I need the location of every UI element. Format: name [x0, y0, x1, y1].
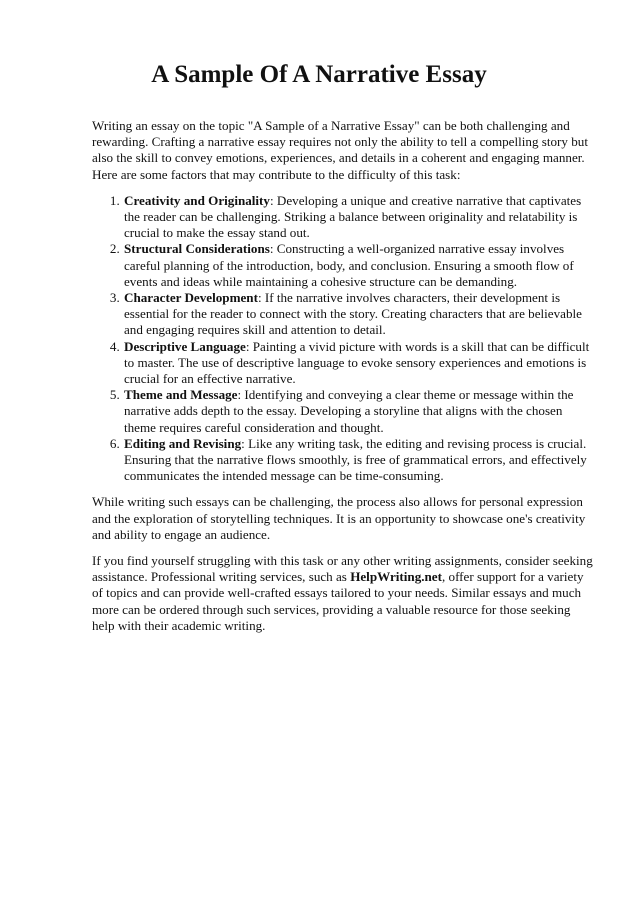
- factor-text: : Constructing a well-organized narrative essay involves careful planning of the introduction, body, and conclusion. Ensuring a smooth flow of events and ideas while maintaining a cohesive structure can be demanding.: [124, 241, 574, 289]
- closing-paragraph: While writing such essays can be challenging, the process also allows for personal expression and the exploration of storytelling techniques. It is an opportunity to showcase one's creativity and ability to engage an audience.: [92, 494, 586, 542]
- document-body: [92, 118, 596, 644]
- factor-term: Creativity and Originality: [124, 192, 270, 208]
- factor-text: : If the narrative involves characters, their development is essential for the reader to connect with the story. Creating characters that are believable and engaging requires skill and attention to detail.: [124, 290, 582, 338]
- assistance-text-after: , offer support for a variety of topics and can provide well-crafted essays tailored to your needs. Similar essays and much more can be ordered through such services, providing a valuable resource for those seeking help with their academic writing.: [92, 569, 584, 633]
- factor-term: Descriptive Language: [124, 338, 246, 354]
- assistance-text-before: If you find yourself struggling with this task or any other writing assignments, consider seeking assistance. Professional writing services, such as: [92, 553, 593, 585]
- factor-text: : Like any writing task, the editing and revising process is crucial. Ensuring that the narrative flows smoothly, is free of grammatical errors, and effectively communicates the intended message can be time-consuming.: [124, 435, 587, 484]
- document-title: A Sample Of A Narrative Essay: [151, 61, 487, 88]
- factors-list: [92, 193, 596, 485]
- factor-term: Character Development: [124, 290, 258, 306]
- factor-term: Structural Considerations: [124, 241, 270, 257]
- list-item: [123, 436, 596, 485]
- helpwriting-link: HelpWriting.net: [350, 569, 442, 585]
- assistance-paragraph: [92, 553, 596, 634]
- intro-paragraph: Writing an essay on the topic "A Sample of a Narrative Essay" can be both challenging and rewarding. Crafting a narrative essay requires not only the ability to tell a compelling story but also the skill to convey emotions, experiences, and details in a coherent and engaging manner. Here are some factors that may contribute to the difficulty of this task:: [92, 118, 588, 182]
- list-item: [123, 339, 596, 388]
- list-item: [123, 290, 596, 339]
- list-item: [123, 193, 596, 242]
- factor-text: : Identifying and conveying a clear theme or message within the narrative adds depth to the essay. Developing a storyline that aligns with the chosen theme requires careful consideration and thought.: [124, 387, 574, 435]
- list-item: [123, 387, 596, 436]
- list-item: [123, 241, 596, 290]
- factor-text: : Developing a unique and creative narrative that captivates the reader can be challenging. Striking a balance between originality and relatability is crucial to make the essay stand out.: [124, 192, 582, 241]
- factor-term: Editing and Revising: [124, 435, 242, 451]
- factor-term: Theme and Message: [124, 387, 238, 403]
- factor-text: : Painting a vivid picture with words is a skill that can be difficult to master. The use of descriptive language to evoke sensory experiences and emotions is crucial for an effective narrative.: [124, 338, 590, 387]
